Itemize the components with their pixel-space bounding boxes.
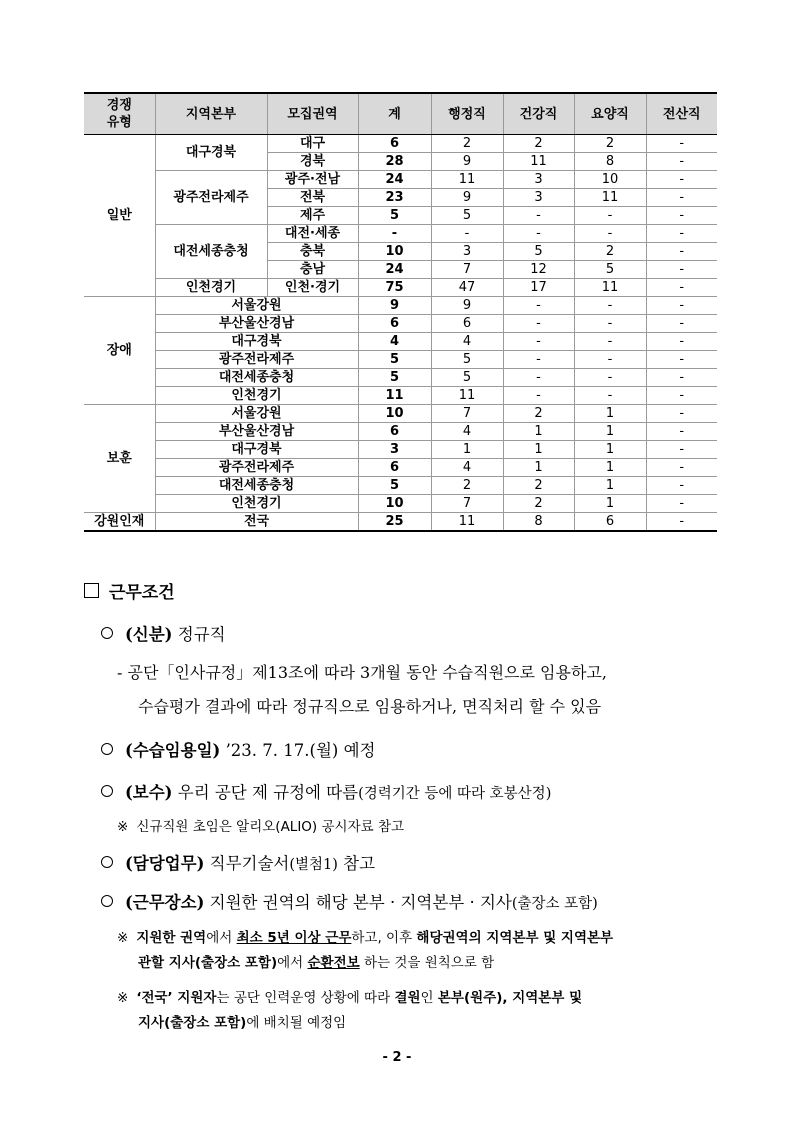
cell-health: 1	[503, 441, 574, 459]
cell-admin: 2	[431, 135, 503, 153]
cell-admin: 11	[431, 513, 503, 532]
cell-care: 2	[574, 135, 646, 153]
circle-bullet-icon	[101, 785, 113, 797]
table-row	[84, 333, 717, 351]
cell-health: 2	[503, 495, 574, 513]
section-heading	[84, 578, 175, 603]
cell-it: -	[646, 387, 717, 405]
table-row	[84, 441, 717, 459]
table-row	[84, 405, 717, 423]
note2-b2: 결원	[394, 990, 421, 1006]
cell-admin: 7	[431, 261, 503, 279]
note1-line2-b: 관할 지사(출장소 포함)	[138, 955, 278, 971]
cell-total: 5	[358, 477, 431, 495]
table-row	[84, 387, 717, 405]
cell-admin: 1	[431, 441, 503, 459]
cell-admin: 5	[431, 369, 503, 387]
table-row	[84, 279, 717, 297]
table-row	[84, 423, 717, 441]
cell-health: -	[503, 207, 574, 225]
item-status-detail-1: - 공단「인사규정」제13조에 따라 3개월 동안 수습직원으로 임용하고,	[117, 663, 607, 682]
cell-total: 6	[358, 315, 431, 333]
page-number: - 2 -	[382, 1050, 412, 1065]
cell-region: 대전세종충청	[155, 477, 358, 495]
circle-bullet-icon	[101, 856, 113, 868]
cell-region: 전국	[155, 513, 358, 532]
header-competition-type	[84, 93, 155, 135]
cell-health: -	[503, 369, 574, 387]
cell-it: -	[646, 315, 717, 333]
item-pay-value: 우리 공단 제 규정에 따름	[177, 783, 359, 802]
note2-b1: ‘전국’ 지원자	[136, 990, 217, 1006]
circle-bullet-icon	[101, 627, 113, 639]
cell-total: 5	[358, 369, 431, 387]
cell-it: -	[646, 441, 717, 459]
cell-health: 3	[503, 171, 574, 189]
cell-recruit-area: 경북	[267, 153, 358, 171]
cell-total: -	[358, 225, 431, 243]
cell-care: -	[574, 387, 646, 405]
cell-total: 28	[358, 153, 431, 171]
cell-region: 대구경북	[155, 441, 358, 459]
item-workplace	[101, 889, 598, 913]
header-competition-type-line1: 경쟁	[106, 98, 132, 113]
item-status-key: (신분)	[125, 625, 173, 644]
item-workplace-sub: (출장소 포함)	[511, 896, 598, 912]
cell-admin: 6	[431, 315, 503, 333]
cell-health: 1	[503, 423, 574, 441]
note-mark: ※	[117, 930, 129, 946]
cell-care: -	[574, 225, 646, 243]
cell-admin: 9	[431, 297, 503, 315]
cell-admin: 4	[431, 333, 503, 351]
cell-it: -	[646, 495, 717, 513]
cell-it: -	[646, 261, 717, 279]
cell-it: -	[646, 279, 717, 297]
note-mark: ※	[117, 819, 129, 835]
cell-competition-type: 보훈	[84, 405, 155, 513]
cell-health: 12	[503, 261, 574, 279]
cell-health: 2	[503, 135, 574, 153]
cell-total: 10	[358, 495, 431, 513]
cell-total: 5	[358, 351, 431, 369]
item-workplace-key: (근무장소)	[125, 893, 205, 912]
cell-competition-type: 강원인재	[84, 513, 155, 532]
note2-line2-t: 에 배치될 예정임	[246, 1015, 347, 1031]
cell-region: 인천경기	[155, 495, 358, 513]
cell-it: -	[646, 351, 717, 369]
item-start-date-key: (수습임용일)	[125, 741, 221, 760]
cell-region: 광주전라제주	[155, 459, 358, 477]
table-row	[84, 297, 717, 315]
cell-total: 5	[358, 207, 431, 225]
cell-care: 1	[574, 405, 646, 423]
cell-total: 25	[358, 513, 431, 532]
cell-it: -	[646, 423, 717, 441]
cell-region: 부산울산경남	[155, 315, 358, 333]
note2-line2-b: 지사(출장소 포함)	[138, 1015, 247, 1031]
note1-line2-u: 순환전보	[307, 955, 360, 971]
cell-health: 1	[503, 459, 574, 477]
cell-recruit-area: 인천·경기	[267, 279, 358, 297]
workplace-note-1-line-2	[138, 951, 494, 971]
cell-admin: 7	[431, 495, 503, 513]
table-row	[84, 369, 717, 387]
item-status-detail-2: 수습평가 결과에 따라 정규직으로 임용하거나, 면직처리 할 수 있음	[138, 697, 602, 716]
cell-recruit-area: 제주	[267, 207, 358, 225]
cell-it: -	[646, 225, 717, 243]
cell-care: 1	[574, 477, 646, 495]
note1-b2: 해당권역의 지역본부 및 지역본부	[416, 930, 614, 946]
cell-care: 1	[574, 459, 646, 477]
cell-care: 11	[574, 279, 646, 297]
table-row	[84, 495, 717, 513]
cell-care: 1	[574, 495, 646, 513]
item-start-date-value: ’23. 7. 17.(월) 예정	[225, 741, 376, 760]
header-total: 계	[358, 93, 431, 135]
cell-care: -	[574, 351, 646, 369]
header-regional-hq: 지역본부	[155, 93, 267, 135]
cell-care: 6	[574, 513, 646, 532]
cell-health: 3	[503, 189, 574, 207]
cell-admin: 9	[431, 153, 503, 171]
cell-health: -	[503, 297, 574, 315]
cell-care: 5	[574, 261, 646, 279]
cell-it: -	[646, 477, 717, 495]
cell-health: 2	[503, 405, 574, 423]
header-recruit-area: 모집권역	[267, 93, 358, 135]
cell-region: 인천경기	[155, 387, 358, 405]
cell-recruit-area: 전북	[267, 189, 358, 207]
cell-it: -	[646, 369, 717, 387]
note1-line2-t1: 에서	[277, 955, 308, 971]
cell-care: -	[574, 297, 646, 315]
cell-recruit-area: 대전·세종	[267, 225, 358, 243]
cell-it: -	[646, 189, 717, 207]
cell-region: 서울강원	[155, 297, 358, 315]
table-body	[84, 135, 717, 532]
cell-admin: 2	[431, 477, 503, 495]
item-status-value: 정규직	[177, 625, 226, 644]
table-row	[84, 459, 717, 477]
cell-total: 10	[358, 243, 431, 261]
cell-total: 23	[358, 189, 431, 207]
cell-care: -	[574, 207, 646, 225]
cell-care: 10	[574, 171, 646, 189]
table-header-row	[84, 93, 717, 135]
cell-care: -	[574, 333, 646, 351]
cell-care: 1	[574, 423, 646, 441]
table-row	[84, 351, 717, 369]
cell-it: -	[646, 297, 717, 315]
cell-total: 24	[358, 171, 431, 189]
cell-health: 17	[503, 279, 574, 297]
item-start-date	[101, 737, 375, 761]
cell-it: -	[646, 135, 717, 153]
item-pay-key: (보수)	[125, 783, 173, 802]
cell-it: -	[646, 513, 717, 532]
note2-b3: 본부(원주), 지역본부 및	[437, 990, 583, 1006]
cell-total: 10	[358, 405, 431, 423]
cell-admin: 7	[431, 405, 503, 423]
cell-total: 11	[358, 387, 431, 405]
header-competition-type-line2: 유형	[106, 115, 132, 130]
cell-admin: 5	[431, 351, 503, 369]
cell-health: 11	[503, 153, 574, 171]
cell-admin: 4	[431, 423, 503, 441]
cell-regional-hq: 대구경북	[155, 135, 267, 171]
item-duties	[101, 850, 375, 874]
cell-health: -	[503, 387, 574, 405]
cell-total: 4	[358, 333, 431, 351]
cell-total: 6	[358, 459, 431, 477]
cell-health: -	[503, 225, 574, 243]
cell-admin: 3	[431, 243, 503, 261]
note2-t1: 는 공단 인력운영 상황에 따라	[216, 990, 395, 1006]
workplace-note-2-line-1	[117, 986, 582, 1006]
item-pay-note-text: 신규직원 초임은 알리오(ALIO) 공시자료 참고	[136, 819, 405, 835]
workplace-note-1-line-1	[117, 926, 613, 946]
table-row	[84, 135, 717, 153]
workplace-note-2-line-2	[138, 1011, 346, 1031]
note1-b1: 지원한 권역	[136, 930, 207, 946]
header-admin: 행정직	[431, 93, 503, 135]
note1-line2-t2: 하는 것을 원칙으로 함	[359, 955, 495, 971]
cell-regional-hq: 광주전라제주	[155, 171, 267, 225]
cell-region: 부산울산경남	[155, 423, 358, 441]
cell-it: -	[646, 171, 717, 189]
section-title: 근무조건	[109, 583, 175, 603]
note1-t2: 하고, 이후	[351, 930, 417, 946]
cell-regional-hq: 인천경기	[155, 279, 267, 297]
cell-care: -	[574, 315, 646, 333]
item-duties-key: (담당업무)	[125, 854, 205, 873]
note-mark: ※	[117, 990, 129, 1006]
circle-bullet-icon	[101, 743, 113, 755]
cell-region: 광주전라제주	[155, 351, 358, 369]
item-duties-value: 직무기술서	[209, 854, 290, 873]
table-row	[84, 477, 717, 495]
recruitment-table	[84, 92, 717, 532]
cell-region: 대전세종충청	[155, 369, 358, 387]
cell-admin: 9	[431, 189, 503, 207]
cell-care: -	[574, 369, 646, 387]
cell-competition-type: 일반	[84, 135, 155, 297]
item-status	[101, 621, 226, 645]
cell-it: -	[646, 405, 717, 423]
cell-health: -	[503, 333, 574, 351]
cell-admin: 11	[431, 171, 503, 189]
cell-recruit-area: 대구	[267, 135, 358, 153]
table-row	[84, 171, 717, 189]
cell-admin: -	[431, 225, 503, 243]
header-it: 전산직	[646, 93, 717, 135]
header-care: 요양직	[574, 93, 646, 135]
cell-total: 24	[358, 261, 431, 279]
item-pay-note	[117, 815, 404, 835]
cell-total: 3	[358, 441, 431, 459]
cell-care: 1	[574, 441, 646, 459]
cell-regional-hq: 대전세종충청	[155, 225, 267, 279]
cell-care: 8	[574, 153, 646, 171]
table-row	[84, 315, 717, 333]
cell-total: 6	[358, 423, 431, 441]
cell-admin: 47	[431, 279, 503, 297]
cell-it: -	[646, 153, 717, 171]
cell-admin: 11	[431, 387, 503, 405]
header-health: 건강직	[503, 93, 574, 135]
cell-admin: 4	[431, 459, 503, 477]
table-row	[84, 513, 717, 532]
cell-admin: 5	[431, 207, 503, 225]
cell-region: 대구경북	[155, 333, 358, 351]
cell-total: 9	[358, 297, 431, 315]
cell-total: 6	[358, 135, 431, 153]
note1-u1: 최소 5년 이상 근무	[236, 930, 352, 946]
cell-care: 2	[574, 243, 646, 261]
cell-it: -	[646, 207, 717, 225]
cell-region: 서울강원	[155, 405, 358, 423]
cell-it: -	[646, 459, 717, 477]
item-duties-tail: 참고	[343, 854, 376, 873]
cell-health: 8	[503, 513, 574, 532]
cell-care: 11	[574, 189, 646, 207]
table-row	[84, 225, 717, 243]
cell-competition-type: 장애	[84, 297, 155, 405]
cell-recruit-area: 충남	[267, 261, 358, 279]
checkbox-icon	[84, 583, 99, 598]
cell-health: 5	[503, 243, 574, 261]
cell-health: -	[503, 315, 574, 333]
cell-recruit-area: 충북	[267, 243, 358, 261]
cell-health: -	[503, 351, 574, 369]
cell-recruit-area: 광주·전남	[267, 171, 358, 189]
note2-t2: 인	[420, 990, 438, 1006]
circle-bullet-icon	[101, 895, 113, 907]
item-pay	[101, 779, 551, 803]
item-duties-sub: (별첨1)	[289, 857, 338, 873]
cell-total: 75	[358, 279, 431, 297]
item-pay-sub: (경력기간 등에 따라 호봉산정)	[358, 786, 552, 802]
cell-it: -	[646, 243, 717, 261]
cell-it: -	[646, 333, 717, 351]
cell-health: 2	[503, 477, 574, 495]
item-workplace-value: 지원한 권역의 해당 본부 · 지역본부 · 지사	[209, 893, 512, 912]
note1-t1: 에서	[206, 930, 237, 946]
